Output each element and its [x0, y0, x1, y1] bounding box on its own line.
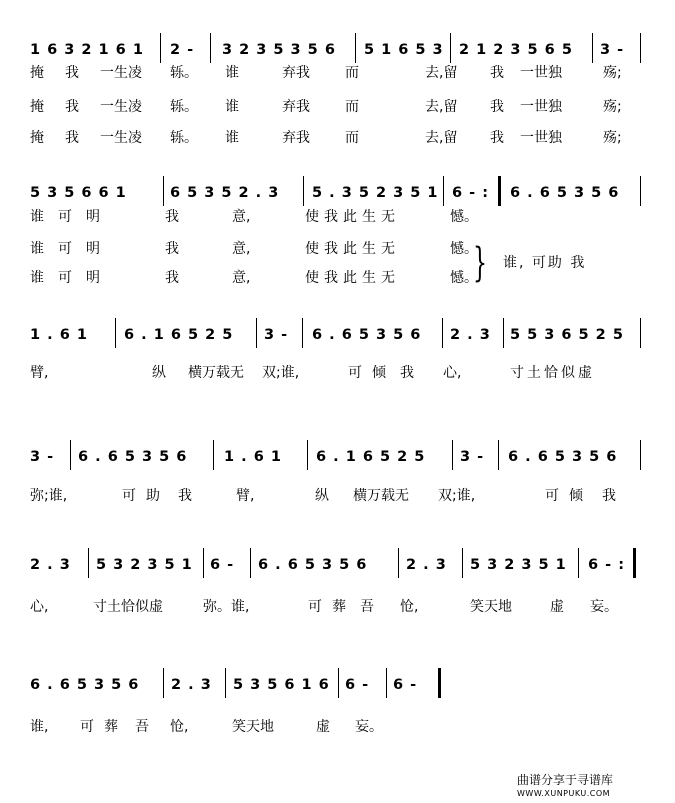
measure: 5 3 2 3 5 1: [96, 557, 193, 573]
barline: [443, 176, 444, 206]
lyric-word: 可倾: [545, 488, 593, 504]
lyric-word: 意,: [232, 209, 251, 225]
lyric-word: 虚: [550, 599, 564, 615]
measure: 6 -: [393, 677, 418, 693]
barline: [503, 318, 504, 348]
lyric-word: 可助: [122, 488, 170, 504]
measure: 1 6 3 2 1 6 1: [30, 42, 144, 58]
lyric-word: 可倾: [348, 365, 396, 381]
measure: 6 -: [210, 557, 235, 573]
lyric-word: 谁: [225, 65, 239, 81]
lyric-word: 妄。: [590, 599, 618, 615]
measure: 5 1 6 5 3: [364, 42, 444, 58]
lyric-line-9: [0, 596, 675, 618]
lyric-word: 我: [165, 209, 179, 225]
lyric-word: 憾。: [450, 241, 478, 257]
lyric-word: 我: [490, 130, 504, 146]
barline: [442, 318, 443, 348]
final-barline: [438, 668, 441, 698]
lyric-word: 谁: [225, 130, 239, 146]
barline: [88, 548, 89, 578]
lyric-word: 弥。谁,: [203, 599, 250, 615]
lyric-word: 我: [490, 65, 504, 81]
lyric-word: 弃我: [282, 130, 310, 146]
lyric-word: 妄。: [355, 719, 383, 735]
measure: 5 3 5 6 6 1: [30, 185, 127, 201]
lyric-word: 而: [345, 65, 359, 81]
lyric-line-3: [0, 127, 675, 149]
lyric-line-1: [0, 62, 675, 84]
lyric-word: 纵: [315, 488, 329, 504]
lyric-line-7: [0, 362, 675, 384]
barline: [386, 668, 387, 698]
barline: [640, 33, 641, 63]
lyric-line-2: [0, 96, 675, 118]
barline: [225, 668, 226, 698]
lyric-word: 怆,: [170, 719, 189, 735]
barline: [256, 318, 257, 348]
lyric-word: 心,: [443, 365, 462, 381]
lyric-word: 我: [65, 65, 79, 81]
lyric-word: 轹。: [170, 99, 198, 115]
lyric-word: 弃我: [282, 99, 310, 115]
lyric-word: 笑天地: [232, 719, 274, 735]
measure: 6 . 6 5 3 5 6: [312, 327, 422, 343]
lyric-word: 而: [345, 130, 359, 146]
barline: [640, 440, 641, 470]
lyric-word: 一世独: [520, 130, 562, 146]
lyric-word: 双;谁,: [262, 365, 300, 381]
lyric-line-8: [0, 485, 675, 507]
measure: 1 . 6 1: [30, 327, 88, 343]
notation-row-5: [0, 548, 675, 578]
shared-lyric: 谁, 可助 我: [503, 255, 587, 271]
barline: [213, 440, 214, 470]
lyric-word: 我: [165, 241, 179, 257]
repeat-barline: [498, 176, 501, 206]
lyric-word: 可葬: [80, 719, 128, 735]
lyric-word: 吾: [135, 719, 149, 735]
lyric-word: 掩: [30, 65, 44, 81]
measure: 6 . 1 6 5 2 5: [124, 327, 234, 343]
lyric-word: 意,: [232, 270, 251, 286]
barline: [398, 548, 399, 578]
measure: 5 3 2 3 5 1: [470, 557, 567, 573]
measure: 2 . 3: [171, 677, 212, 693]
lyric-word: 殇;: [603, 65, 622, 81]
lyric-word: 使我此生无: [305, 209, 400, 225]
lyric-line-10: [0, 716, 675, 738]
lyric-word: 吾: [360, 599, 374, 615]
measure: 6 . 6 5 3 5 6: [508, 449, 618, 465]
barline: [462, 548, 463, 578]
barline: [250, 548, 251, 578]
lyric-word: 谁可明: [30, 241, 114, 257]
barline: [302, 318, 303, 348]
lyric-word: 而: [345, 99, 359, 115]
lyric-word: 使我此生无: [305, 241, 400, 257]
lyric-word: 可葬: [308, 599, 356, 615]
lyric-word: 寸土恰似虚: [510, 365, 595, 381]
measure: 6 - :: [452, 185, 490, 201]
lyric-word: 横万载无: [188, 365, 244, 381]
lyric-word: 殇;: [603, 99, 622, 115]
measure: 2 . 3: [30, 557, 71, 573]
measure: 5 . 3 5 2 3 5 1: [312, 185, 439, 201]
barline: [203, 548, 204, 578]
lyric-word: 谁可明: [30, 209, 114, 225]
lyric-word: 弃我: [282, 65, 310, 81]
lyric-word: 臂,: [30, 365, 49, 381]
barline: [163, 176, 164, 206]
lyric-word: 双;谁,: [438, 488, 476, 504]
verse-brace: }: [473, 240, 487, 286]
lyric-word: 谁可明: [30, 270, 114, 286]
lyric-word: 一生凌: [100, 99, 142, 115]
lyric-word: 憾。: [450, 209, 478, 225]
lyric-word: 我: [65, 99, 79, 115]
lyric-word: 掩: [30, 130, 44, 146]
measure: 5 5 3 6 5 2 5: [510, 327, 624, 343]
measure: 6 . 6 5 3 5 6: [510, 185, 620, 201]
lyric-line-4: [0, 206, 675, 228]
measure: 3 -: [264, 327, 289, 343]
lyric-word: 我: [165, 270, 179, 286]
lyric-word: 一生凌: [100, 130, 142, 146]
barline: [640, 318, 641, 348]
source-caption: 曲谱分享于寻谱库: [517, 773, 614, 787]
lyric-word: 寸土恰似虚: [93, 599, 163, 615]
measure: 5 3 5 6 1 6: [233, 677, 330, 693]
lyric-word: 怆,: [400, 599, 419, 615]
measure: 2 1 2 3 5 6 5: [459, 42, 573, 58]
barline: [450, 33, 451, 63]
measure: 2 . 3: [406, 557, 447, 573]
barline: [70, 440, 71, 470]
measure: 6 . 6 5 3 5 6: [78, 449, 188, 465]
lyric-word: 心,: [30, 599, 49, 615]
barline: [355, 33, 356, 63]
lyric-word: 我: [602, 488, 616, 504]
lyric-word: 使我此生无: [305, 270, 400, 286]
barline: [303, 176, 304, 206]
measure: 3 -: [600, 42, 625, 58]
notation-row-3: [0, 318, 675, 348]
lyric-word: 臂,: [236, 488, 255, 504]
lyric-word: 我: [178, 488, 192, 504]
barline: [307, 440, 308, 470]
lyric-word: 去,留: [425, 65, 458, 81]
measure: 3 2 3 5 3 5 6: [222, 42, 336, 58]
lyric-word: 谁,: [30, 719, 49, 735]
lyric-word: 掩: [30, 99, 44, 115]
barline: [578, 548, 579, 578]
final-repeat-barline: [633, 548, 636, 578]
lyric-word: 一世独: [520, 99, 562, 115]
lyric-word: 我: [65, 130, 79, 146]
notation-row-4: [0, 440, 675, 470]
lyric-word: 一生凌: [100, 65, 142, 81]
lyric-word: 谁: [225, 99, 239, 115]
barline: [452, 440, 453, 470]
source-url: WWW.XUNPUKU.COM: [517, 789, 611, 798]
measure: 6 . 6 5 3 5 6: [30, 677, 140, 693]
measure: 3 -: [460, 449, 485, 465]
barline: [210, 33, 211, 63]
lyric-word: 意,: [232, 241, 251, 257]
lyric-word: 弥;谁,: [30, 488, 68, 504]
lyric-word: 我: [490, 99, 504, 115]
lyric-word: 虚: [316, 719, 330, 735]
barline: [592, 33, 593, 63]
measure: 6 5 3 5 2 . 3: [170, 185, 280, 201]
lyric-word: 轹。: [170, 130, 198, 146]
lyric-word: 殇;: [603, 130, 622, 146]
measure: 3 -: [30, 449, 55, 465]
lyric-word: 我: [400, 365, 414, 381]
notation-row-6: [0, 668, 675, 698]
measure: 2 -: [170, 42, 195, 58]
lyric-word: 去,留: [425, 130, 458, 146]
barline: [338, 668, 339, 698]
lyric-word: 去,留: [425, 99, 458, 115]
lyric-word: 纵: [152, 365, 166, 381]
notation-row-1: [0, 33, 675, 63]
measure: 6 . 1 6 5 2 5: [316, 449, 426, 465]
barline: [640, 176, 641, 206]
lyric-word: 憾。: [450, 270, 478, 286]
lyric-word: 笑天地: [470, 599, 512, 615]
lyric-word: 轹。: [170, 65, 198, 81]
barline: [160, 33, 161, 63]
measure: 6 - :: [588, 557, 626, 573]
measure: 6 -: [345, 677, 370, 693]
notation-row-2: [0, 176, 675, 206]
lyric-word: 横万载无: [353, 488, 409, 504]
barline: [498, 440, 499, 470]
measure: 1 . 6 1: [224, 449, 282, 465]
barline: [115, 318, 116, 348]
measure: 2 . 3: [450, 327, 491, 343]
lyric-word: 一世独: [520, 65, 562, 81]
measure: 6 . 6 5 3 5 6: [258, 557, 368, 573]
barline: [163, 668, 164, 698]
